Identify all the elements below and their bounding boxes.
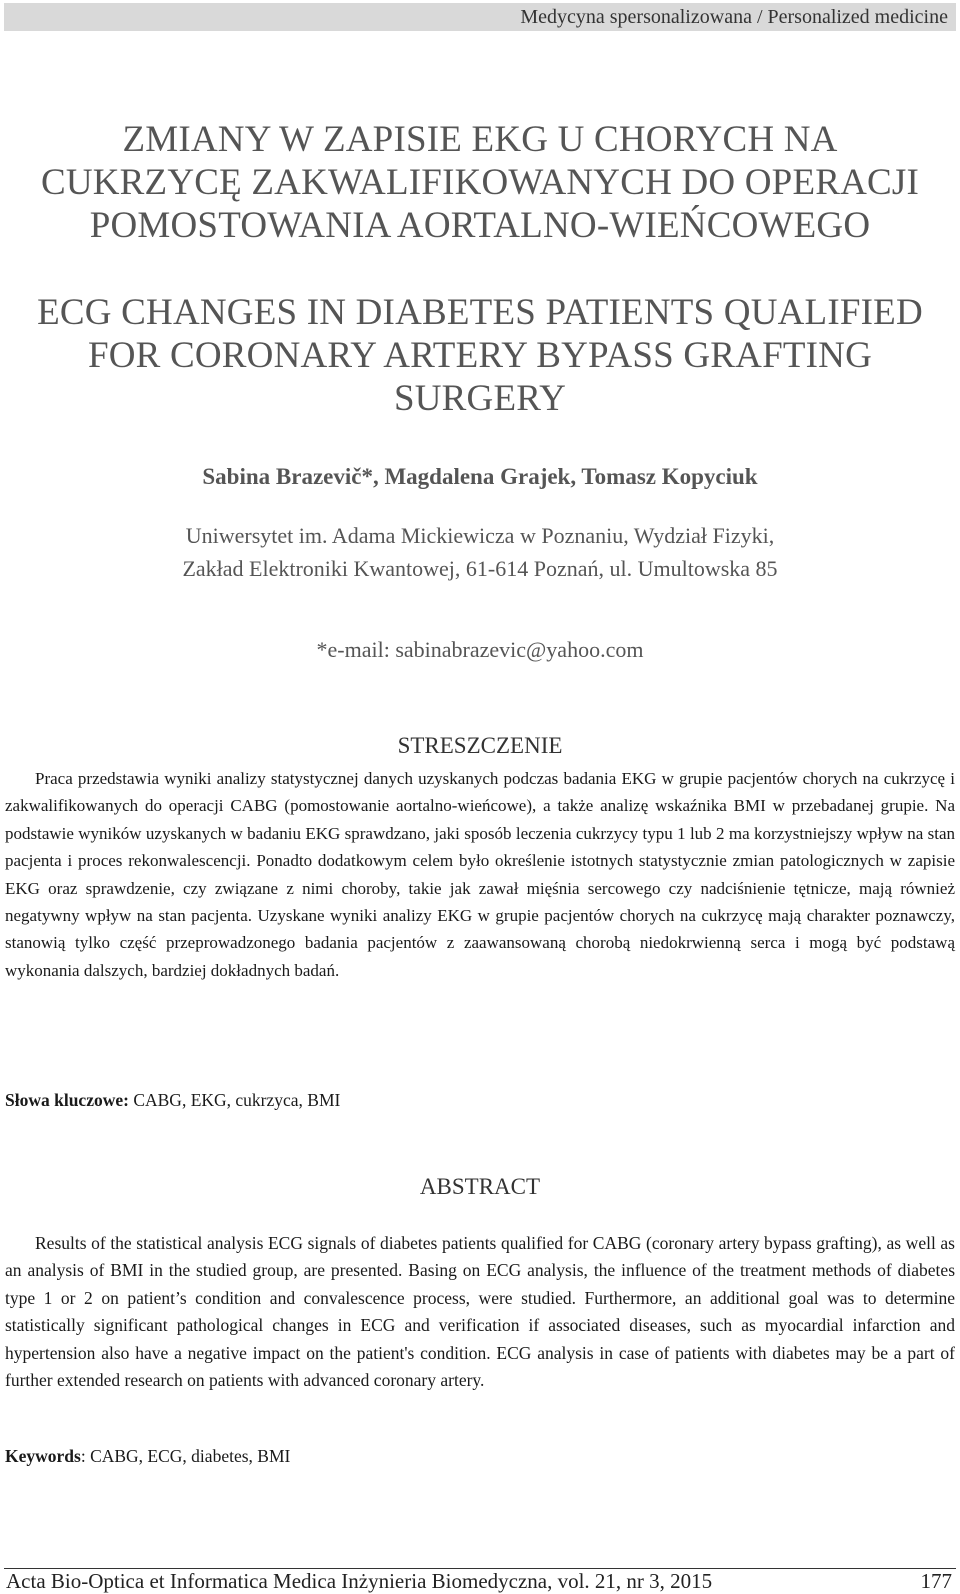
title-polish-line: CUKRZYCĘ ZAKWALIFIKOWANYCH DO OPERACJI [40,162,920,203]
title-english [0,291,960,420]
abstract-text: Results of the statistical analysis ECG signals of diabetes patients qualified for CABG (coronary artery bypass grafting), as well as an analysis of BMI in the studied group, are presented. Basing on ECG analysis, the influence of the treatment methods of diabetes type 1 or 2 on patient’s condition and convalescence process, were studied. Furthermore, an additional goal was to determine statistically significant pathological changes in ECG and verification if associated diseases, such as myocardial infarction and hypertension also have a negative impact on the patient's condition. ECG analysis in case of patients with diabetes may be a part of further extended research on patients with advanced coronary artery. [5,1233,955,1391]
running-head: Medycyna spersonalizowana / Personalized medicine [520,6,948,28]
title-polish [0,118,960,247]
page-number: 177 [920,1569,952,1593]
email: *e-mail: sabinabrazevic@yahoo.com [316,637,644,662]
english-keywords-value: : CABG, ECG, diabetes, BMI [80,1446,291,1466]
streszczenie-heading: STRESZCZENIE [397,733,563,758]
title-polish-line: POMOSTOWANIA AORTALNO-WIEŃCOWEGO [89,205,871,246]
abstract-heading: ABSTRACT [419,1174,541,1199]
polish-keywords-value: CABG, EKG, cukrzyca, BMI [128,1090,341,1110]
running-head-bar [4,3,956,31]
streszczenie-text: Praca przedstawia wyniki analizy statystycznej danych uzyskanych podczas badania EKG w grupie pacjentów chorych na cukrzycę i zakwalifikowanych do operacji CABG (pomostowanie aortalno-wieńcowe), a także analizę wskaźnika BMI w przebadanej grupie. Na podstawie wyników uzyskanych w badaniu EKG sprawdzano, jaki sposób leczenia cukrzycy typu 1 lub 2 ma korzystniejszy wpływ na stan pacjenta i proces rekonwalescencji. Ponadto dodatkowym celem było określenie istotnych statystycznie zmian patologicznych w zapisie EKG oraz sprawdzenie, czy związane z nimi choroby, takie jak zawał mięśnia sercowego czy nadciśnienie tętnicze, mają również negatywny wpływ na stan pacjenta. Uzyskane wyniki analizy EKG w grupie pacjentów chorych na cukrzycę mają charakter poznawczy, stanowią tylko część przeprowadzonego badania pacjentów z zaawansowaną chorobą niedokrwienną serca i mogą być podstawą wykonania dalszych, bardziej dokładnych badań. [5,769,955,980]
polish-keywords [5,1090,340,1111]
title-polish-line: ZMIANY W ZAPISIE EKG U CHORYCH NA [122,119,838,160]
polish-keywords-label: Słowa kluczowe: [5,1090,129,1110]
affiliation-line: Uniwersytet im. Adama Mickiewicza w Poznaniu, Wydział Fizyki, [185,523,775,548]
english-keywords [5,1446,290,1467]
english-keywords-label: Keywords [5,1446,81,1466]
title-english-line: FOR CORONARY ARTERY BYPASS GRAFTING [87,335,873,376]
affiliation-line: Zakład Elektroniki Kwantowej, 61-614 Poznań, ul. Umultowska 85 [182,556,778,581]
title-english-line: SURGERY [393,378,567,419]
authors: Sabina Brazevič*, Magdalena Grajek, Tomasz Kopyciuk [202,464,758,489]
title-english-line: ECG CHANGES IN DIABETES PATIENTS QUALIFIED [37,292,923,333]
journal-citation: Acta Bio-Optica et Informatica Medica Inżynieria Biomedyczna, vol. 21, nr 3, 2015 [6,1569,713,1593]
